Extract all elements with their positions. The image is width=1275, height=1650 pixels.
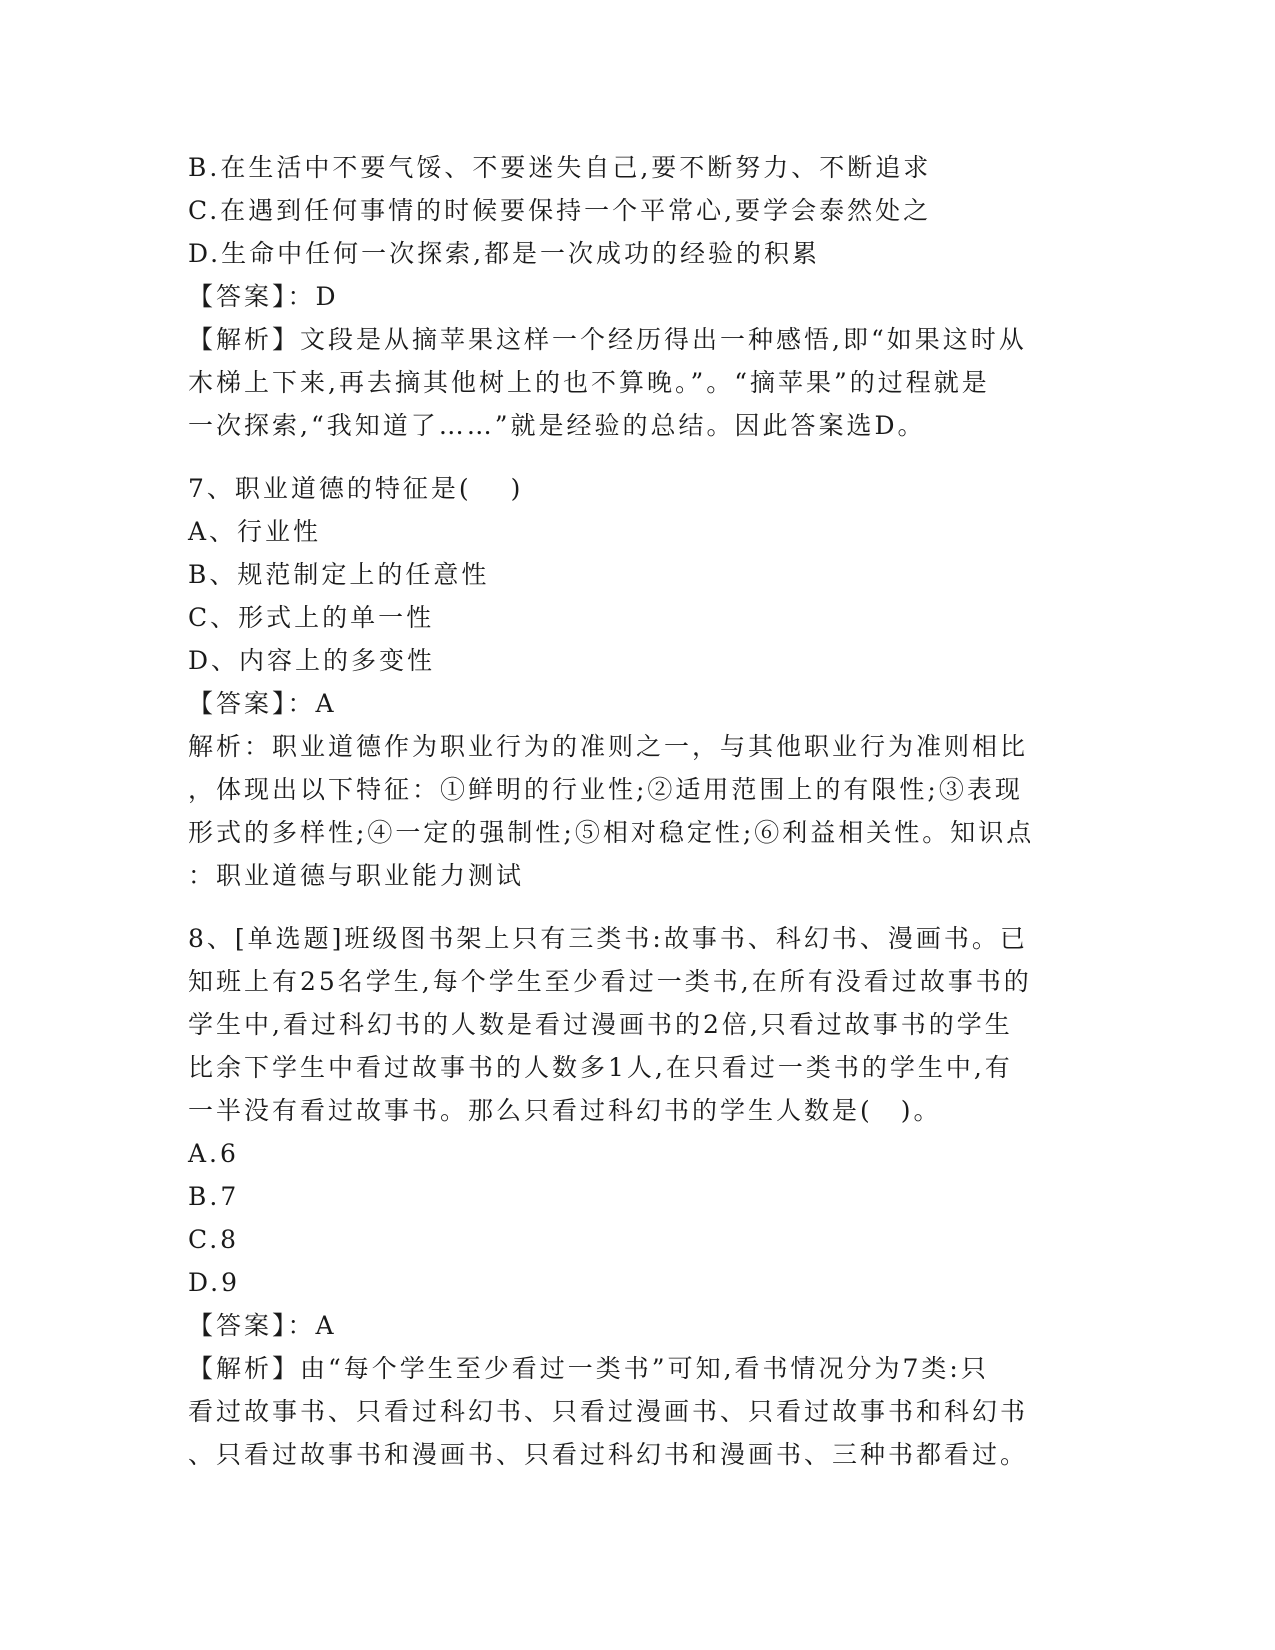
answer: 【答案】：A: [188, 689, 337, 718]
question-stem: 一半没有看过故事书。那么只看过科幻书的学生人数是( )。: [188, 1096, 942, 1125]
question-8: [188, 917, 1088, 1476]
option-b: B、规范制定上的任意性: [188, 560, 490, 589]
analysis-line: ：职业道德与职业能力测试: [188, 861, 525, 890]
question-stem: 8、[单选题]班级图书架上只有三类书:故事书、科幻书、漫画书。已: [188, 924, 1028, 953]
option-d: D.生命中任何一次探索,都是一次成功的经验的积累: [188, 239, 821, 268]
analysis-line: 看过故事书、只看过科幻书、只看过漫画书、只看过故事书和科幻书: [188, 1397, 1029, 1426]
analysis-line: 解析：职业道德作为职业行为的准则之一，与其他职业行为准则相比: [188, 732, 1029, 761]
analysis-line: ，体现出以下特征：①鲜明的行业性;②适用范围上的有限性;③表现: [188, 775, 1023, 804]
analysis-line: 形式的多样性;④一定的强制性;⑤相对稳定性;⑥利益相关性。知识点: [188, 818, 1035, 847]
analysis-line: 【解析】文段是从摘苹果这样一个经历得出一种感悟,即“如果这时从: [188, 325, 1027, 354]
option-a: A.6: [188, 1139, 239, 1168]
question-7: [188, 467, 1088, 897]
analysis-line: 【解析】由“每个学生至少看过一类书”可知,看书情况分为7类:只: [188, 1354, 989, 1383]
answer: 【答案】：A: [188, 1311, 337, 1340]
question-stem: 7、职业道德的特征是( ): [188, 474, 524, 503]
answer: 【答案】：D: [188, 282, 339, 311]
analysis-line: 木梯上下来,再去摘其他树上的也不算晚。”。“摘苹果”的过程就是: [188, 368, 990, 397]
question-stem: 比余下学生中看过故事书的人数多1人,在只看过一类书的学生中,有: [188, 1053, 1013, 1082]
option-d: D.9: [188, 1268, 241, 1297]
option-a: A、行业性: [188, 517, 322, 546]
document-page: [188, 146, 1088, 1476]
option-c: C.在遇到任何事情的时候要保持一个平常心,要学会泰然处之: [188, 196, 932, 225]
question-stem: 学生中,看过科幻书的人数是看过漫画书的2倍,只看过故事书的学生: [188, 1010, 1013, 1039]
analysis-line: 一次探索,“我知道了……”就是经验的总结。因此答案选D。: [188, 411, 926, 440]
option-b: B.在生活中不要气馁、不要迷失自己,要不断努力、不断追求: [188, 153, 932, 182]
option-d: D、内容上的多变性: [188, 646, 436, 675]
question-6: [188, 146, 1088, 447]
analysis-line: 、只看过故事书和漫画书、只看过科幻书和漫画书、三种书都看过。: [188, 1440, 1029, 1469]
option-c: C.8: [188, 1225, 240, 1254]
option-c: C、形式上的单一性: [188, 603, 435, 632]
option-b: B.7: [188, 1182, 240, 1211]
question-stem: 知班上有25名学生,每个学生至少看过一类书,在所有没看过故事书的: [188, 967, 1032, 996]
